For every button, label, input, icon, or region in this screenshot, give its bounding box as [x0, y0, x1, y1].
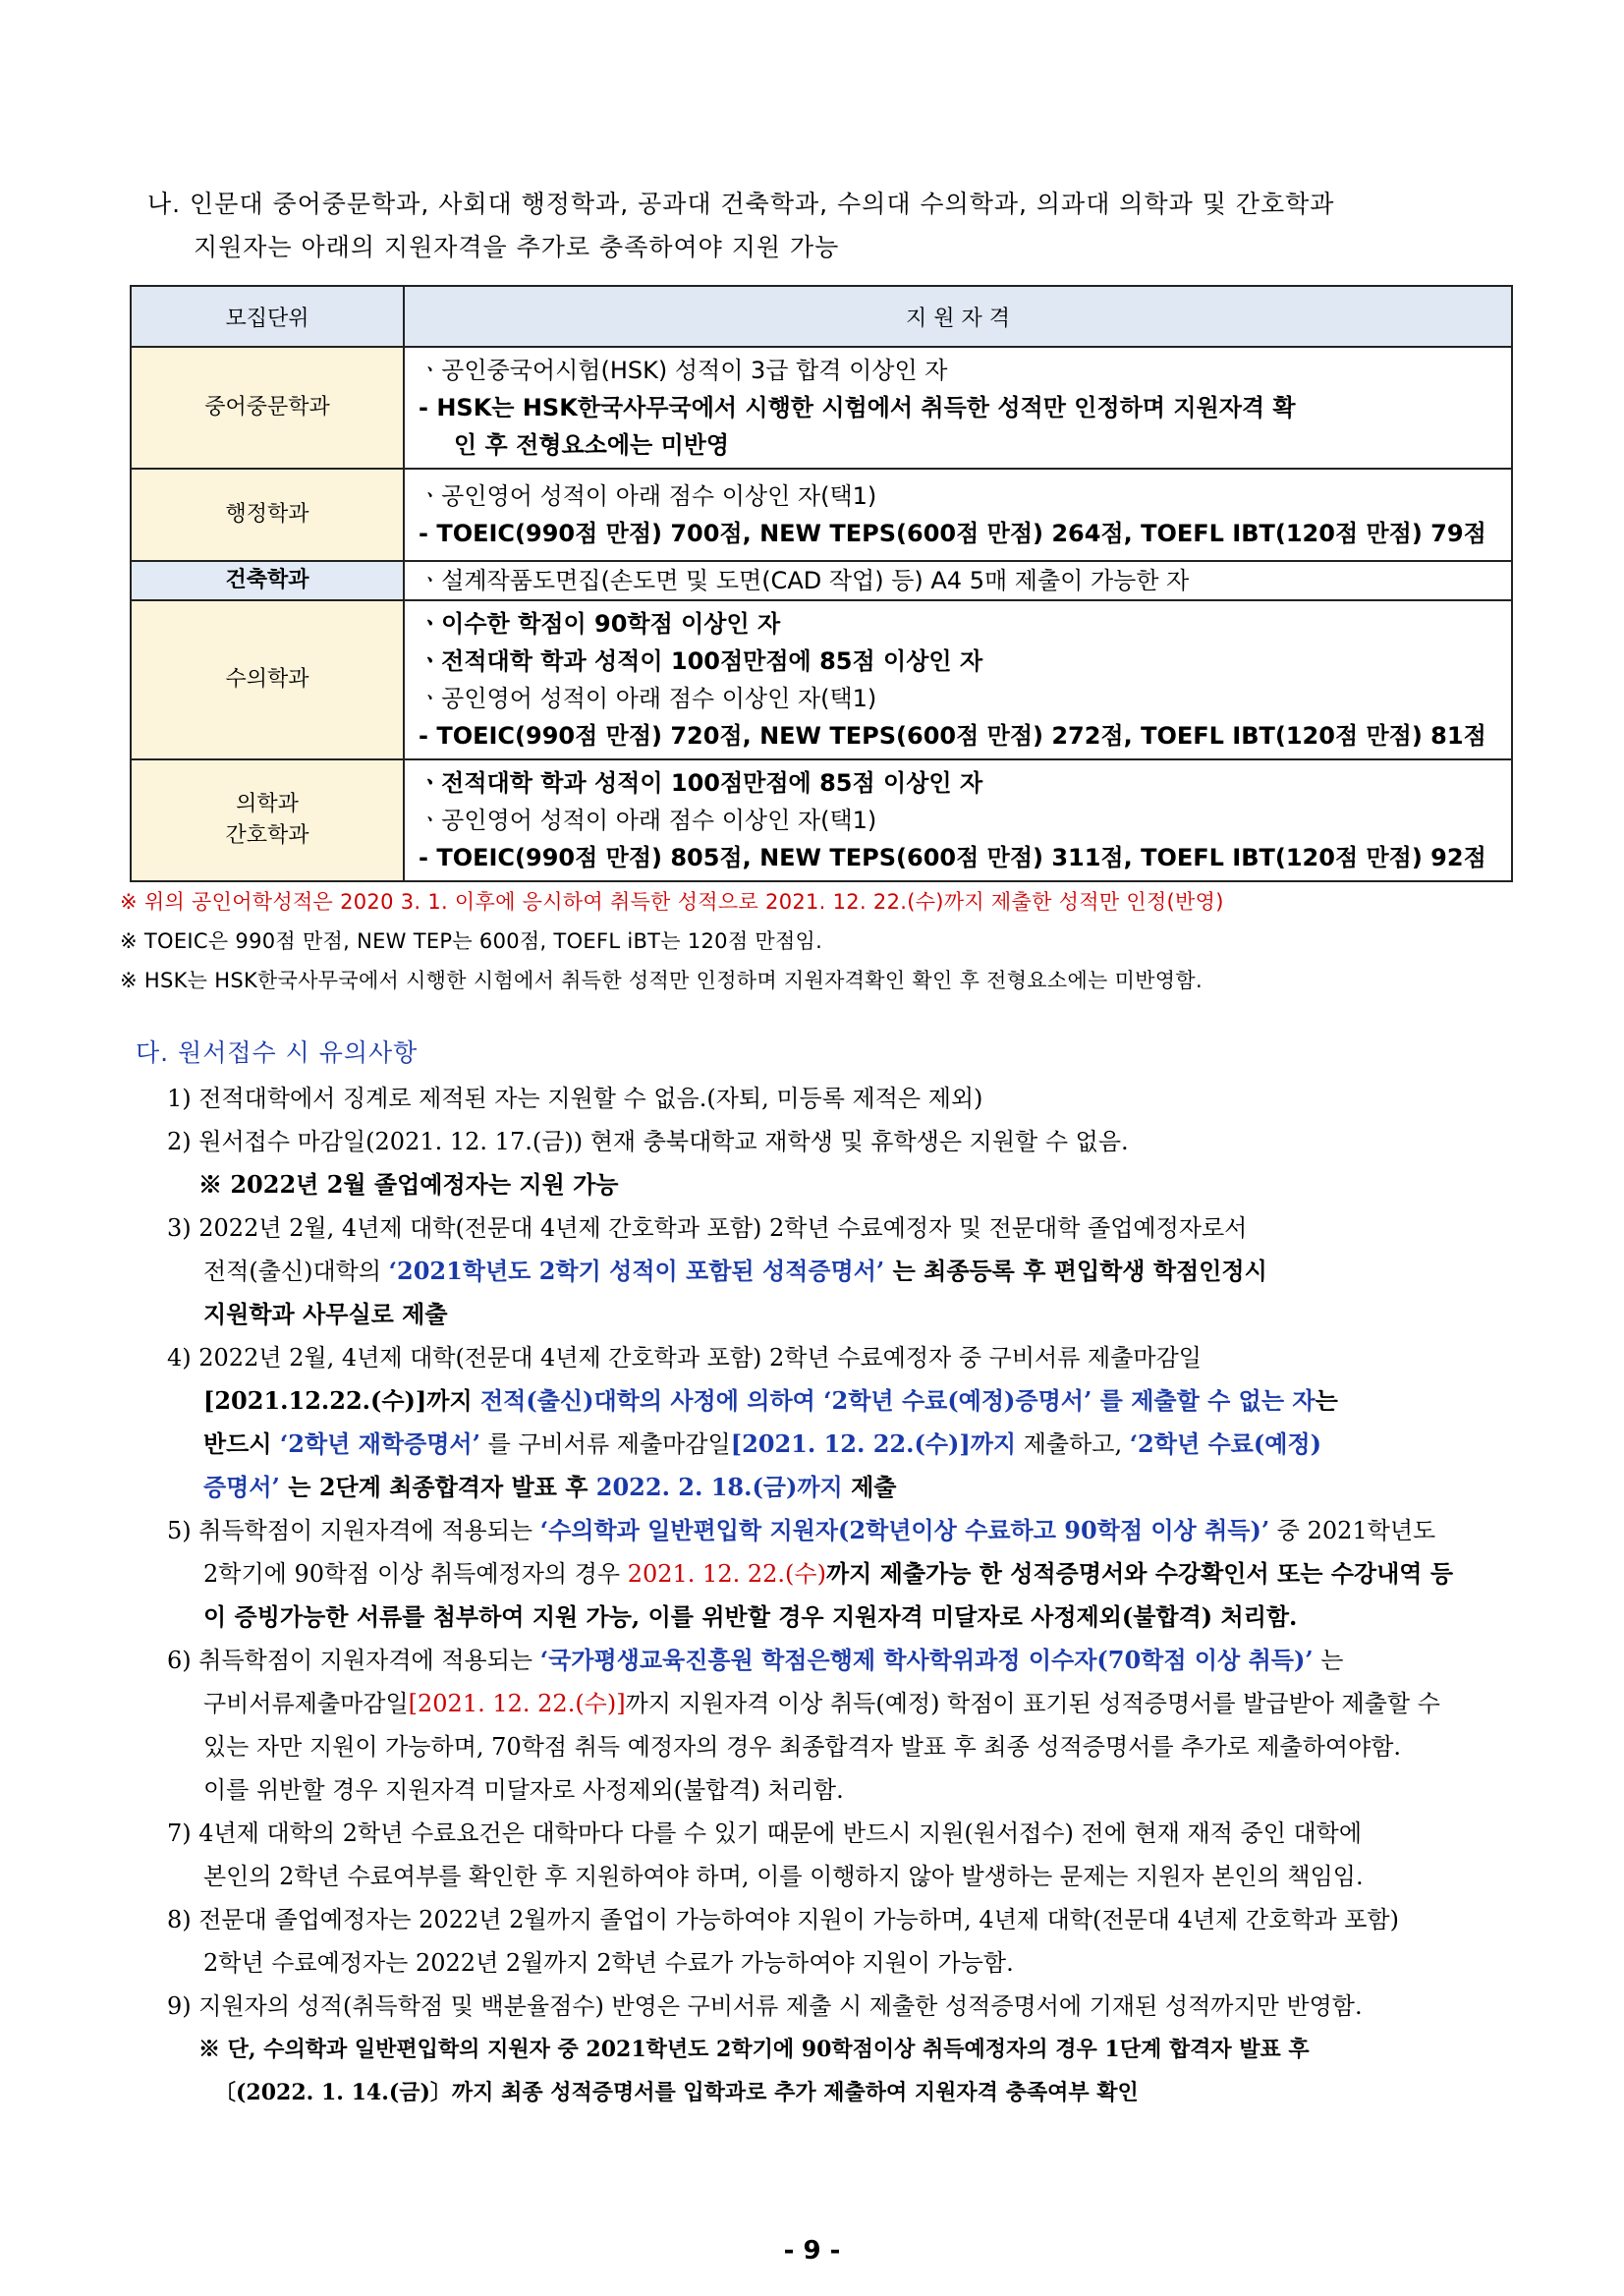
table-row	[131, 561, 1512, 600]
header-qualification: 지 원 자 격	[404, 286, 1512, 347]
text: 를 구비서류 제출마감일	[479, 1430, 731, 1458]
item-9-note-line2: 〔(2022. 1. 14.(금)〕까지 최종 성적증명서를 입학과로 추가 제출하여 지원자격 충족여부 확인	[214, 2080, 1139, 2105]
qual-line: ㆍ이수한 학점이 90학점 이상인 자	[419, 610, 781, 638]
highlight-text: 증명서’	[203, 1473, 280, 1501]
highlight-text: 2022. 2. 18.(금)까지	[595, 1473, 843, 1501]
highlight-text: ‘국가평생교육진흥원 학점은행제 학사학위과정 이수자(70학점 이상 취득)’	[539, 1646, 1314, 1674]
item-7-line2: 본인의 2학년 수료여부를 확인한 후 지원하여야 하며, 이를 이행하지 않아 발생하는 문제는 지원자 본인의 책임임.	[203, 1863, 1364, 1890]
table-row	[131, 600, 1512, 759]
section-na-line2: 지원자는 아래의 지원자격을 추가로 충족하여야 지원 가능	[194, 233, 840, 261]
text: 반드시	[203, 1429, 280, 1458]
unit-chinese: 중어중문학과	[131, 347, 404, 469]
section-da-title: 다. 원서접수 시 유의사항	[136, 1038, 419, 1067]
qual-line: ㆍ공인영어 성적이 아래 점수 이상인 자(택1)	[419, 685, 877, 712]
item-4-line2	[167, 1379, 1523, 1423]
qual-line: ㆍ전적대학 학과 성적이 100점만점에 85점 이상인 자	[419, 769, 983, 797]
qual-line: - HSK는 HSK한국사무국에서 시행한 시험에서 취득한 성적만 인정하며 지원자격 확	[419, 394, 1296, 421]
item-3-line2	[167, 1250, 1523, 1293]
highlight-text: ‘2021학년도 2학기 성적이 포함된 성적증명서’	[388, 1257, 885, 1285]
text: 는	[1315, 1386, 1338, 1415]
note-toeic: ※ TOEIC은 990점 만점, NEW TEP는 600점, TOEFL iBT는 120점 만점임.	[120, 929, 823, 953]
highlight-text: [2021. 12. 22.(수)]까지	[730, 1429, 1017, 1458]
table-row	[131, 759, 1512, 881]
unit-administration: 행정학과	[131, 469, 404, 561]
item-6-line2	[167, 1682, 1523, 1725]
item-5-line3: 이 증빙가능한 서류를 첨부하여 지원 가능, 이를 위반할 경우 지원자격 미달자로 사정제외(불합격) 처리함.	[203, 1602, 1298, 1631]
qual-medicine-nursing	[404, 759, 1512, 881]
qual-line: ㆍ공인영어 성적이 아래 점수 이상인 자(택1)	[419, 807, 877, 834]
item-2-note: ※ 2022년 2월 졸업예정자는 지원 가능	[198, 1170, 619, 1199]
unit-medicine: 의학과	[236, 792, 299, 816]
text: 는	[1313, 1647, 1344, 1674]
highlight-text: ‘2학년 재학증명서’	[279, 1429, 480, 1458]
highlight-text: [2021. 12. 22.(수)]	[408, 1690, 626, 1717]
section-na-line1: 나. 인문대 중어중문학과, 사회대 행정학과, 공과대 건축학과, 수의대 수의학과, 의과대 의학과 및 간호학과	[147, 190, 1335, 218]
table-row	[131, 347, 1512, 469]
highlight-text: ‘수의학과 일반편입학 지원자(2학년이상 수료하고 90학점 이상 취득)’	[539, 1516, 1270, 1544]
item-6-line1	[167, 1639, 1523, 1682]
qual-chinese	[404, 347, 1512, 469]
table-header-row	[131, 286, 1512, 347]
item-5-line1	[167, 1509, 1523, 1552]
qual-line: ㆍ설계작품도면집(손도면 및 도면(CAD 작업) 등) A4 5매 제출이 가능한 자	[419, 567, 1190, 594]
item-6-line3: 있는 자만 지원이 가능하며, 70학점 취득 예정자의 경우 최종합격자 발표 후 최종 성적증명서를 추가로 제출하여야함.	[203, 1733, 1402, 1761]
table-row	[131, 469, 1512, 561]
unit-medicine-nursing	[131, 759, 404, 881]
item-4-line1: 4) 2022년 2월, 4년제 대학(전문대 4년제 간호학과 포함) 2학년 수료예정자 중 구비서류 제출마감일	[167, 1344, 1202, 1372]
item-6-line4: 이를 위반할 경우 지원자격 미달자로 사정제외(불합격) 처리함.	[203, 1776, 844, 1804]
text: [2021.12.22.(수)]까지	[203, 1386, 480, 1415]
page-number: - 9 -	[783, 2236, 841, 2266]
item-5-line2	[167, 1552, 1523, 1596]
qual-administration	[404, 469, 1512, 561]
qual-line: - TOEIC(990점 만점) 700점, NEW TEPS(600점 만점) 264점, TOEFL IBT(120점 만점) 79점	[419, 520, 1486, 547]
highlight-text: 2021. 12. 22.(수)	[627, 1560, 826, 1588]
text: 제출하고,	[1016, 1430, 1130, 1458]
item-3-line3: 지원학과 사무실로 제출	[203, 1300, 448, 1328]
unit-architecture: 건축학과	[131, 561, 404, 600]
note-language-score: ※ 위의 공인어학성적은 2020 3. 1. 이후에 응시하여 취득한 성적으로 2021. 12. 22.(수)까지 제출한 성적만 인정(반영)	[120, 890, 1224, 914]
unit-veterinary: 수의학과	[131, 600, 404, 759]
qual-line: - TOEIC(990점 만점) 720점, NEW TEPS(600점 만점) 272점, TOEFL IBT(120점 만점) 81점	[419, 722, 1486, 750]
item-8-line2: 2학년 수료예정자는 2022년 2월까지 2학년 수료가 가능하여야 지원이 가능함.	[203, 1949, 1014, 1977]
text: 중 2021학년도	[1269, 1517, 1436, 1544]
text: 는 2단계 최종합격자 발표 후	[279, 1473, 596, 1501]
unit-nursing: 간호학과	[225, 823, 309, 848]
text: 까지 제출가능 한 성적증명서와 수강확인서 또는 수강내역 등	[825, 1559, 1454, 1588]
item-2: 2) 원서접수 마감일(2021. 12. 17.(금)) 현재 충북대학교 재학생 및 휴학생은 지원할 수 없음.	[167, 1128, 1129, 1155]
item-3-line1: 3) 2022년 2월, 4년제 대학(전문대 4년제 간호학과 포함) 2학년 수료예정자 및 전문대학 졸업예정자로서	[167, 1214, 1248, 1242]
item-8-line1: 8) 전문대 졸업예정자는 2022년 2월까지 졸업이 가능하여야 지원이 가능하며, 4년제 대학(전문대 4년제 간호학과 포함)	[167, 1906, 1399, 1933]
qual-veterinary	[404, 600, 1512, 759]
item-7-line1: 7) 4년제 대학의 2학년 수료요건은 대학마다 다를 수 있기 때문에 반드시 지원(원서접수) 전에 현재 재적 중인 대학에	[167, 1820, 1363, 1847]
qual-architecture	[404, 561, 1512, 600]
item-4-line4	[167, 1466, 1523, 1509]
qual-line: 인 후 전형요소에는 미반영	[454, 431, 730, 459]
qualification-table	[130, 285, 1513, 882]
qual-line: ㆍ공인영어 성적이 아래 점수 이상인 자(택1)	[419, 482, 877, 510]
note-hsk: ※ HSK는 HSK한국사무국에서 시행한 시험에서 취득한 성적만 인정하며 지원자격확인 확인 후 전형요소에는 미반영함.	[120, 969, 1203, 992]
qual-line: ㆍ전적대학 학과 성적이 100점만점에 85점 이상인 자	[419, 647, 983, 675]
text: 제출	[842, 1473, 897, 1501]
text: 2학기에 90학점 이상 취득예정자의 경우	[203, 1560, 628, 1588]
text: 는 최종등록 후 편입학생 학점인정시	[884, 1257, 1267, 1285]
item-9-note-line1: ※ 단, 수의학과 일반편입학의 지원자 중 2021학년도 2학기에 90학점이상 취득예정자의 경우 1단계 합격자 발표 후	[198, 2037, 1310, 2062]
text: 5) 취득학점이 지원자격에 적용되는	[167, 1517, 540, 1544]
item-9: 9) 지원자의 성적(취득학점 및 백분율점수) 반영은 구비서류 제출 시 제출한 성적증명서에 기재된 성적까지만 반영함.	[167, 1992, 1363, 2020]
item-4-line3	[167, 1423, 1523, 1466]
text: 구비서류제출마감일	[203, 1690, 409, 1717]
item-1: 1) 전적대학에서 징계로 제적된 자는 지원할 수 없음.(자퇴, 미등록 제적은 제외)	[167, 1085, 983, 1112]
header-unit: 모집단위	[131, 286, 404, 347]
text: 전적(출신)대학의	[203, 1258, 389, 1285]
qual-line: - TOEIC(990점 만점) 805점, NEW TEPS(600점 만점) 311점, TOEFL IBT(120점 만점) 92점	[419, 844, 1486, 871]
highlight-text: 전적(출신)대학의 사정에 의하여 ‘2학년 수료(예정)증명서’ 를 제출할 수 없는 자	[480, 1386, 1316, 1415]
qual-line: ㆍ공인중국어시험(HSK) 성적이 3급 합격 이상인 자	[419, 357, 948, 384]
application-notes	[167, 1077, 1523, 2114]
text: 까지 지원자격 이상 취득(예정) 학점이 표기된 성적증명서를 발급받아 제출할 수	[625, 1690, 1440, 1717]
highlight-text: ‘2학년 수료(예정)	[1129, 1429, 1321, 1458]
text: 6) 취득학점이 지원자격에 적용되는	[167, 1647, 540, 1674]
